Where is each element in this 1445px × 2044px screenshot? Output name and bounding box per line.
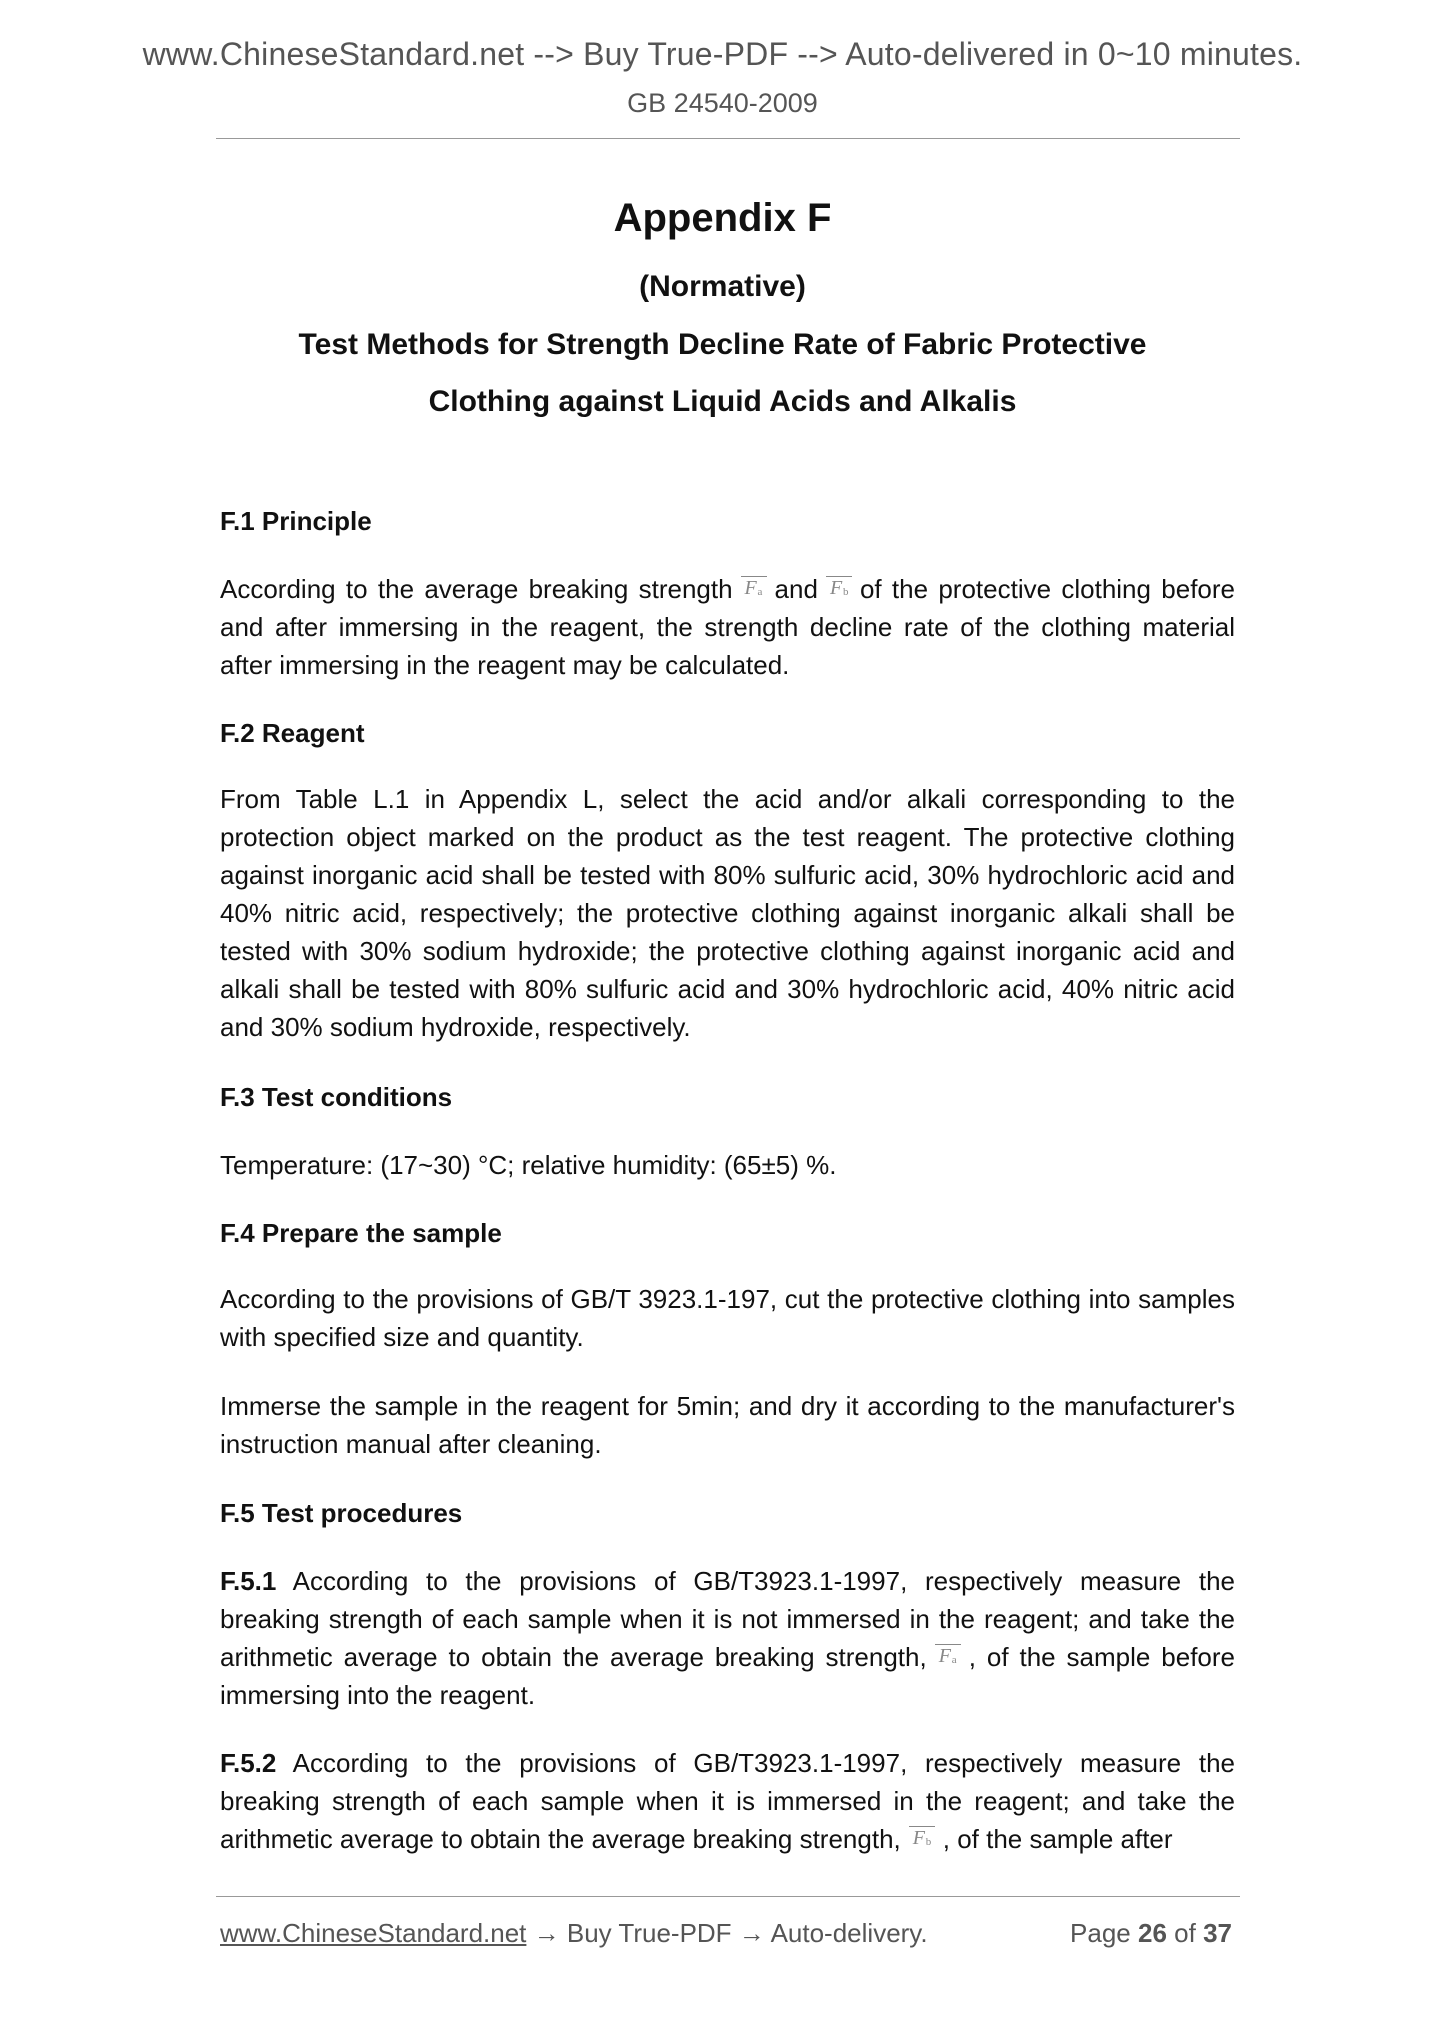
clause-number-f51: F.5.1 bbox=[220, 1566, 277, 1596]
f1-text-b: and bbox=[774, 574, 818, 604]
fb-symbol-icon bbox=[907, 1826, 937, 1850]
f1-text-a: According to the average breaking strength bbox=[220, 574, 733, 604]
f52-text-b: , of the sample after bbox=[942, 1824, 1173, 1854]
footer bbox=[220, 1918, 1232, 1949]
f1-text-c: of the protective clothing before and after immersing in the reagent, the strength decline rate of the clothing material after immersing in the reagent may be calculated. bbox=[220, 574, 1235, 680]
footer-link[interactable]: www.ChineseStandard.net bbox=[220, 1918, 527, 1948]
heading-f2: F.2 Reagent bbox=[220, 718, 365, 748]
paragraph-f2: From Table L.1 in Appendix L, select the acid and/or alkali corresponding to the protection object marked on the product as the test reagent. The protective clothing against inorganic acid shall be tested with 80% sulfuric acid, 30% hydrochloric acid and 40% nitric acid, respectively; the protective clothing against inorganic alkali shall be tested with 30% sodium hydroxide; the protective clothing against inorganic acid and alkali shall be tested with 80% sulfuric acid and 30% hydrochloric acid, 40% nitric acid and 30% sodium hydroxide, respectively. bbox=[220, 784, 1235, 1042]
paragraph-f4-2: Immerse the sample in the reagent for 5min; and dry it according to the manufacturer's instruction manual after cleaning. bbox=[220, 1391, 1235, 1459]
heading-f5: F.5 Test procedures bbox=[220, 1498, 463, 1528]
document-title-line2: Clothing against Liquid Acids and Alkalis bbox=[428, 385, 1017, 418]
symbol-subscript-b: b bbox=[925, 1836, 932, 1848]
symbol-letter: F bbox=[912, 1827, 925, 1849]
symbol-letter: F bbox=[938, 1645, 951, 1667]
appendix-title: Appendix F bbox=[613, 196, 832, 240]
standard-number: GB 24540-2009 bbox=[627, 88, 818, 118]
symbol-letter: F bbox=[744, 577, 757, 599]
fa-symbol-icon bbox=[739, 576, 769, 600]
document-title-line1: Test Methods for Strength Decline Rate of Fabric Protective bbox=[298, 328, 1147, 361]
f52-text-a: According to the provisions of GB/T3923.1-1997, respectively measure the breaking strength of each sample when it is immersed in the reagent; and take the arithmetic average to obtain the average breaking strength, bbox=[220, 1748, 1235, 1854]
page-indicator bbox=[1070, 1918, 1232, 1949]
paragraph-f1 bbox=[220, 570, 1235, 684]
header-banner: www.ChineseStandard.net --> Buy True-PDF --> Auto-delivered in 0~10 minutes. bbox=[142, 36, 1303, 72]
page-label: Page bbox=[1070, 1918, 1131, 1948]
f51-text-b: , of the sample before immersing into the reagent. bbox=[220, 1642, 1236, 1710]
of-label: of bbox=[1174, 1918, 1196, 1948]
paragraph-f5-1 bbox=[220, 1562, 1235, 1714]
heading-f3: F.3 Test conditions bbox=[220, 1082, 453, 1112]
header-divider bbox=[216, 138, 1240, 139]
fa-symbol-icon bbox=[933, 1644, 963, 1668]
heading-f1: F.1 Principle bbox=[220, 506, 372, 536]
symbol-letter: F bbox=[829, 577, 843, 599]
symbol-subscript-a: a bbox=[951, 1654, 957, 1666]
f51-text-a: According to the provisions of GB/T3923.1-1997, respectively measure the breaking strength of each sample when it is not immersed in the reagent; and take the arithmetic average to obtain the average breaking strength, bbox=[220, 1566, 1235, 1672]
paragraph-f4-1: According to the provisions of GB/T 3923.1-197, cut the protective clothing into samples with specified size and quantity. bbox=[220, 1284, 1235, 1352]
paragraph-f3: Temperature: (17~30) °C; relative humidity: (65±5) %. bbox=[220, 1150, 837, 1180]
fb-symbol-icon bbox=[824, 576, 854, 600]
page-number: 26 bbox=[1138, 1918, 1167, 1948]
paragraph-f5-2 bbox=[220, 1744, 1235, 1858]
symbol-subscript-b: b bbox=[842, 586, 849, 598]
symbol-subscript-a: a bbox=[757, 586, 763, 598]
page-total: 37 bbox=[1203, 1918, 1232, 1948]
footer-divider bbox=[216, 1896, 1240, 1897]
heading-f4: F.4 Prepare the sample bbox=[220, 1218, 502, 1248]
footer-text: → Buy True-PDF → Auto-delivery. bbox=[526, 1918, 928, 1948]
normative-label: (Normative) bbox=[639, 270, 806, 303]
clause-number-f52: F.5.2 bbox=[220, 1748, 277, 1778]
